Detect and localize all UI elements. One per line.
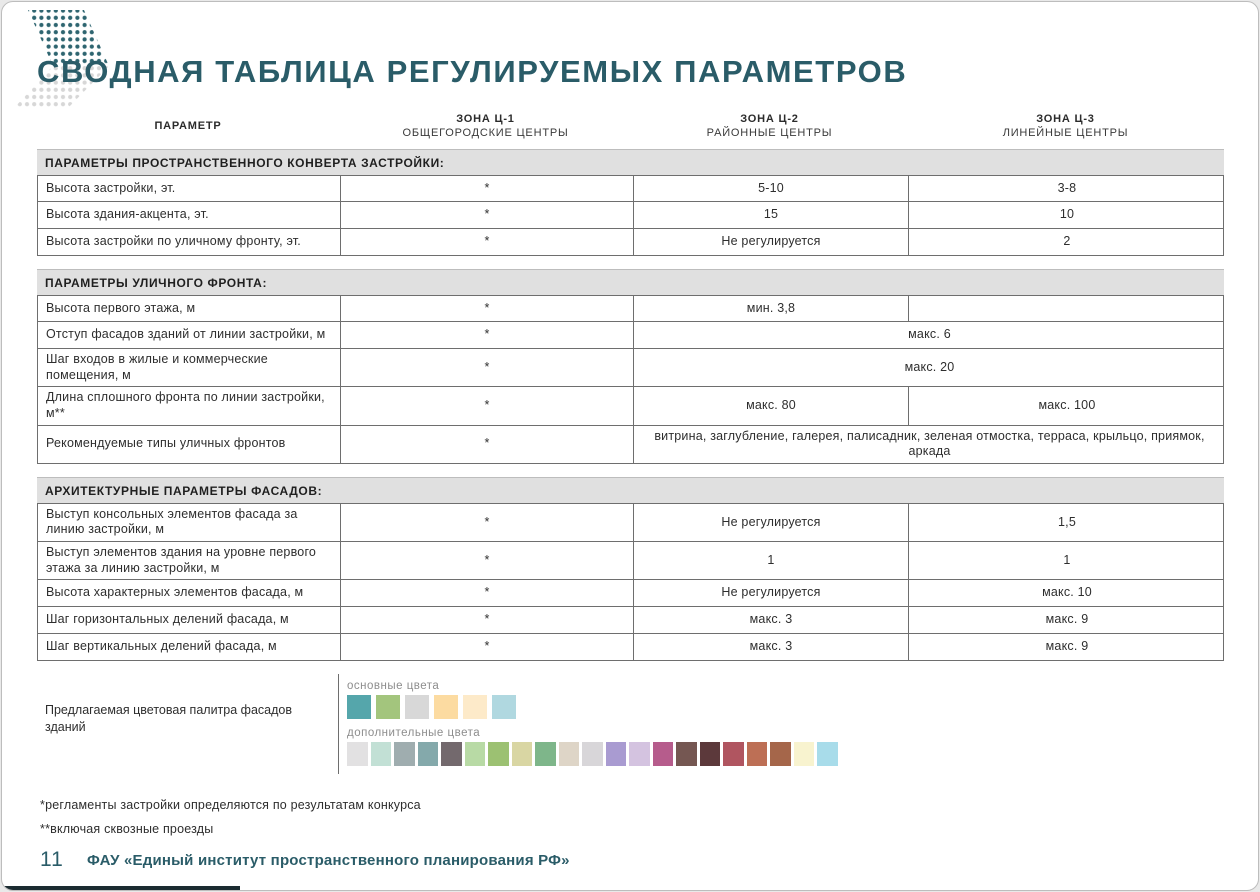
palette-row [37,674,1224,774]
color-swatch [371,742,392,766]
parameter-name-cell: Высота характерных элементов фасада, м [46,585,304,600]
table-row [37,349,1224,387]
color-swatch [559,742,580,766]
zone-c2-value-cell: макс. 3 [633,634,908,660]
color-swatch [512,742,533,766]
zone-c1-value-cell: * [340,426,633,463]
zone-c1-value-cell: * [340,202,633,228]
color-swatch [817,742,838,766]
table-row [37,229,1224,256]
bottom-accent-bar [2,886,240,890]
zone-c3-value-cell: 10 [908,202,1225,228]
color-swatch [347,742,368,766]
column-header-zone-c2: ЗОНА Ц-2 РАЙОННЫЕ ЦЕНТРЫ [706,113,833,139]
palette-parameter-label: Предлагаемая цветовая палитра фасадов зданий [37,674,339,774]
parameter-name-cell: Высота застройки, эт. [46,180,176,195]
zone-c3-value-cell: 1 [908,542,1225,579]
table-row [37,387,1224,425]
zone-c3-value-cell: макс. 10 [908,580,1225,606]
color-swatch [441,742,462,766]
color-swatch [606,742,627,766]
parameter-name-cell: Шаг входов в жилые и коммерческие помещения, м [46,352,268,382]
parameters-table [37,107,1224,774]
column-header-parameter: ПАРАМЕТР [154,120,222,132]
table-row [37,295,1224,322]
color-swatch [463,695,487,719]
zone-c1-value-cell: * [340,176,633,201]
table-section [37,269,1224,464]
column-header-zone-c3: ЗОНА Ц-3 ЛИНЕЙНЫЕ ЦЕНТРЫ [1002,113,1129,139]
color-swatch [376,695,400,719]
zone-c2-value-cell: макс. 3 [633,607,908,633]
zone-c2-c3-merged-value-cell: макс. 6 [633,322,1225,348]
zone-c3-value-cell: макс. 100 [908,387,1225,424]
zone-c1-value-cell: * [340,542,633,579]
color-swatch [700,742,721,766]
zone-c2-c3-merged-value-cell: макс. 20 [633,349,1225,386]
color-swatch [492,695,516,719]
slide-page [1,1,1259,891]
parameter-name-cell: Отступ фасадов зданий от линии застройки, м [46,327,326,342]
table-header-row [37,107,1224,139]
color-swatch [653,742,674,766]
parameter-name-cell: Выступ консольных элементов фасада за линию застройки, м [46,506,298,537]
color-swatch [488,742,509,766]
parameter-name-cell: Высота застройки по уличному фронту, эт. [46,234,301,249]
table-row [37,634,1224,661]
zone-c1-value-cell: * [340,607,633,633]
zone-c2-c3-merged-value-cell: витрина, заглубление, галерея, палисадник, зеленая отмостка, терраса, крыльцо, приямок, аркада [633,426,1225,463]
table-row [37,426,1224,464]
section-header: ПАРАМЕТРЫ УЛИЧНОГО ФРОНТА: [37,269,1224,295]
zone-c2-value-cell: 1 [633,542,908,579]
zone-c1-value-cell: * [340,634,633,660]
color-swatch [794,742,815,766]
parameter-name-cell: Высота первого этажа, м [46,300,196,315]
color-swatch [770,742,791,766]
organization-name: ФАУ «Единый институт пространственного планирования РФ» [87,851,570,869]
color-swatch [723,742,744,766]
page-number: 11 [40,848,64,871]
column-header-zone-c1: ЗОНА Ц-1 ОБЩЕГОРОДСКИЕ ЦЕНТРЫ [402,113,569,139]
parameter-name-cell: Шаг вертикальных делений фасада, м [46,639,277,654]
footnote-2: **включая сквозные проезды [40,822,214,836]
color-swatch [465,742,486,766]
footnote-1: *регламенты застройки определяются по результатам конкурса [40,798,421,812]
zone-c1-value-cell: * [340,504,633,541]
zone-c2-value-cell: Не регулируется [633,504,908,541]
zone-c1-value-cell: * [340,322,633,348]
page-title: СВОДНАЯ ТАБЛИЦА РЕГУЛИРУЕМЫХ ПАРАМЕТРОВ [37,54,908,89]
color-swatch [582,742,603,766]
zone-c3-value-cell: макс. 9 [908,634,1225,660]
zone-c2-value-cell: мин. 3,8 [633,296,908,321]
palette-swatches-area [339,674,1224,774]
zone-c2-value-cell: 5-10 [633,176,908,201]
color-swatch [418,742,439,766]
zone-c3-value-cell: макс. 9 [908,607,1225,633]
table-sections [37,149,1224,661]
footnotes [40,798,421,846]
zone-c1-value-cell: * [340,580,633,606]
parameter-name-cell: Шаг горизонтальных делений фасада, м [46,612,289,627]
zone-c1-value-cell: * [340,349,633,386]
table-row [37,607,1224,634]
zone-c2-value-cell: 15 [633,202,908,228]
section-header: АРХИТЕКТУРНЫЕ ПАРАМЕТРЫ ФАСАДОВ: [37,477,1224,503]
parameter-name-cell: Рекомендуемые типы уличных фронтов [46,436,286,451]
zone-c3-value-cell [908,296,1225,321]
parameter-name-cell: Высота здания-акцента, эт. [46,207,209,222]
table-row [37,542,1224,580]
color-swatch [394,742,415,766]
main-colors-label: основные цвета [347,680,440,693]
main-color-swatches [347,695,1224,719]
additional-colors-label: дополнительные цвета [347,727,481,740]
color-swatch [434,695,458,719]
section-header: ПАРАМЕТРЫ ПРОСТРАНСТВЕННОГО КОНВЕРТА ЗАСТРОЙКИ: [37,149,1224,175]
parameter-name-cell: Выступ элементов здания на уровне первого этажа за линию застройки, м [46,545,317,575]
color-swatch [747,742,768,766]
table-row [37,580,1224,607]
table-row [37,175,1224,202]
zone-c3-value-cell: 2 [908,229,1225,255]
zone-c2-value-cell: макс. 80 [633,387,908,424]
table-section [37,477,1224,662]
table-section [37,149,1224,256]
footer [40,848,570,872]
zone-c1-value-cell: * [340,296,633,321]
parameter-name-cell: Длина сплошного фронта по линии застройки, м** [46,390,325,420]
additional-color-swatches [347,742,1224,766]
table-row [37,503,1224,542]
color-swatch [629,742,650,766]
zone-c3-value-cell: 3-8 [908,176,1225,201]
zone-c2-value-cell: Не регулируется [633,229,908,255]
color-swatch [405,695,429,719]
zone-c1-value-cell: * [340,387,633,424]
color-swatch [676,742,697,766]
color-swatch [347,695,371,719]
zone-c2-value-cell: Не регулируется [633,580,908,606]
table-row [37,202,1224,229]
zone-c3-value-cell: 1,5 [908,504,1225,541]
table-row [37,322,1224,349]
zone-c1-value-cell: * [340,229,633,255]
color-swatch [535,742,556,766]
